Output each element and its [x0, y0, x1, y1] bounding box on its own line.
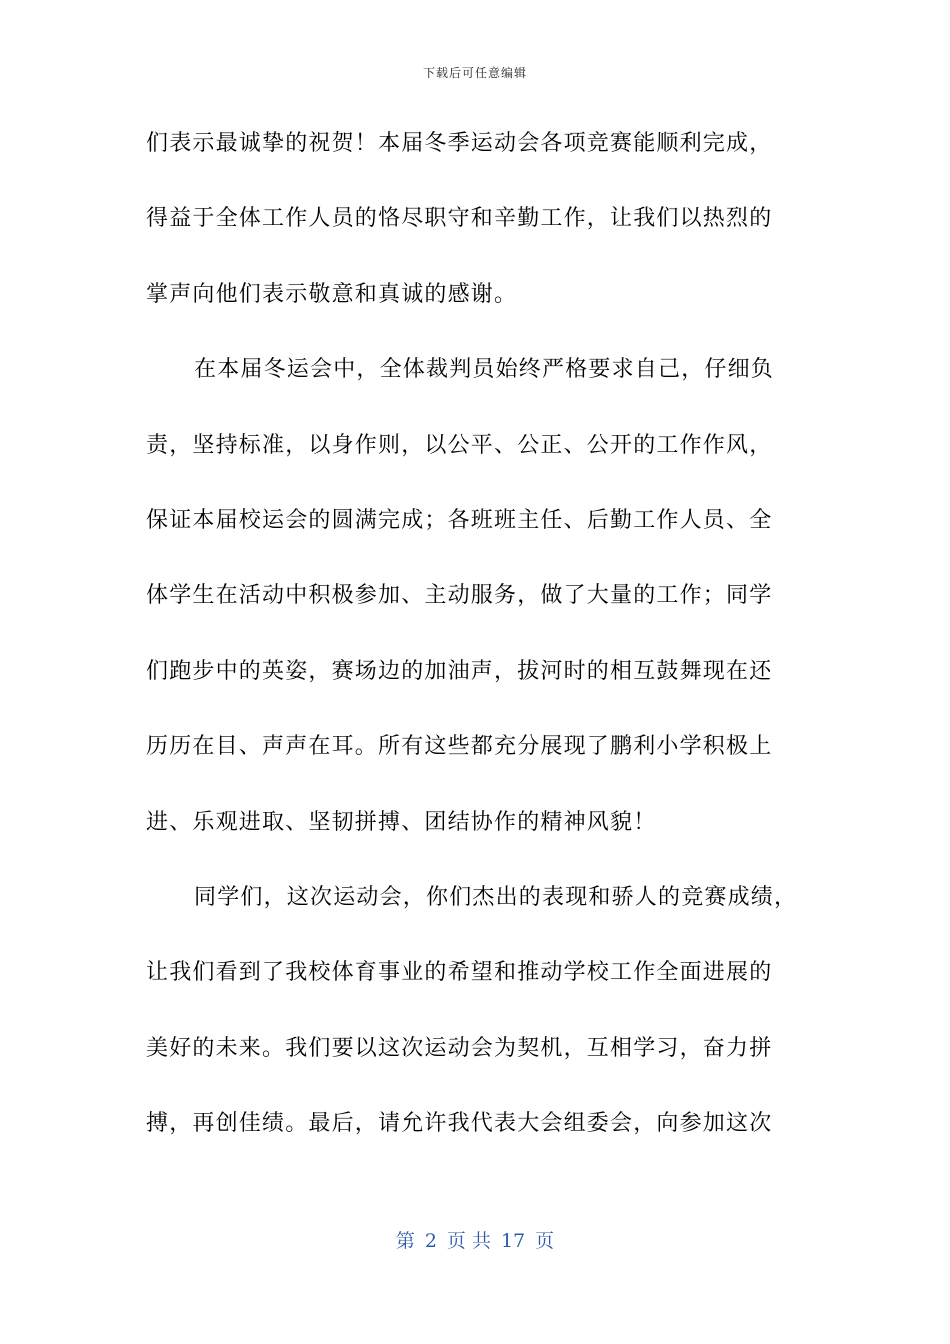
body-line: 进、乐观进取、坚韧拼搏、团结协作的精神风貌！ — [146, 809, 657, 835]
body-line: 搏，再创佳绩。最后，请允许我代表大会组委会，向参加这次 — [146, 1111, 773, 1137]
page-footer-middle: 页 共 — [446, 1230, 491, 1252]
body-line: 体学生在活动中积极参加、主动服务，做了大量的工作；同学 — [146, 583, 773, 609]
paragraph-start-line: 在本届冬运会中，全体裁判员始终严格要求自己，仔细负 — [194, 357, 775, 383]
current-page-number: 2 — [424, 1230, 437, 1252]
paragraph-start-line: 同学们，这次运动会，你们杰出的表现和骄人的竞赛成绩， — [194, 884, 798, 910]
page-number-footer — [0, 1226, 950, 1253]
body-line: 保证本届校运会的圆满完成；各班班主任、后勤工作人员、全 — [146, 507, 773, 533]
body-line: 们跑步中的英姿，赛场边的加油声，拔河时的相互鼓舞现在还 — [146, 658, 773, 684]
page-header: 下载后可任意编辑 — [422, 66, 527, 80]
document-body — [146, 122, 806, 1177]
body-line: 们表示最诚挚的祝贺！本届冬季运动会各项竞赛能顺利完成， — [146, 131, 773, 156]
body-line: 得益于全体工作人员的恪尽职守和辛勤工作，让我们以热烈的 — [146, 206, 773, 232]
body-line: 让我们看到了我校体育事业的希望和推动学校工作全面进展的 — [146, 960, 773, 986]
body-line: 美好的未来。我们要以这次运动会为契机，互相学习，奋力拼 — [146, 1035, 773, 1061]
page-footer-suffix: 页 — [535, 1230, 555, 1252]
body-line: 责，坚持标准，以身作则，以公平、公正、公开的工作作风， — [146, 432, 773, 458]
page-footer-prefix: 第 — [395, 1230, 415, 1252]
total-page-count: 17 — [500, 1230, 526, 1252]
body-line: 历历在目、声声在耳。所有这些都充分展现了鹏利小学积极上 — [146, 734, 773, 760]
body-line: 掌声向他们表示敬意和真诚的感谢。 — [146, 281, 518, 307]
